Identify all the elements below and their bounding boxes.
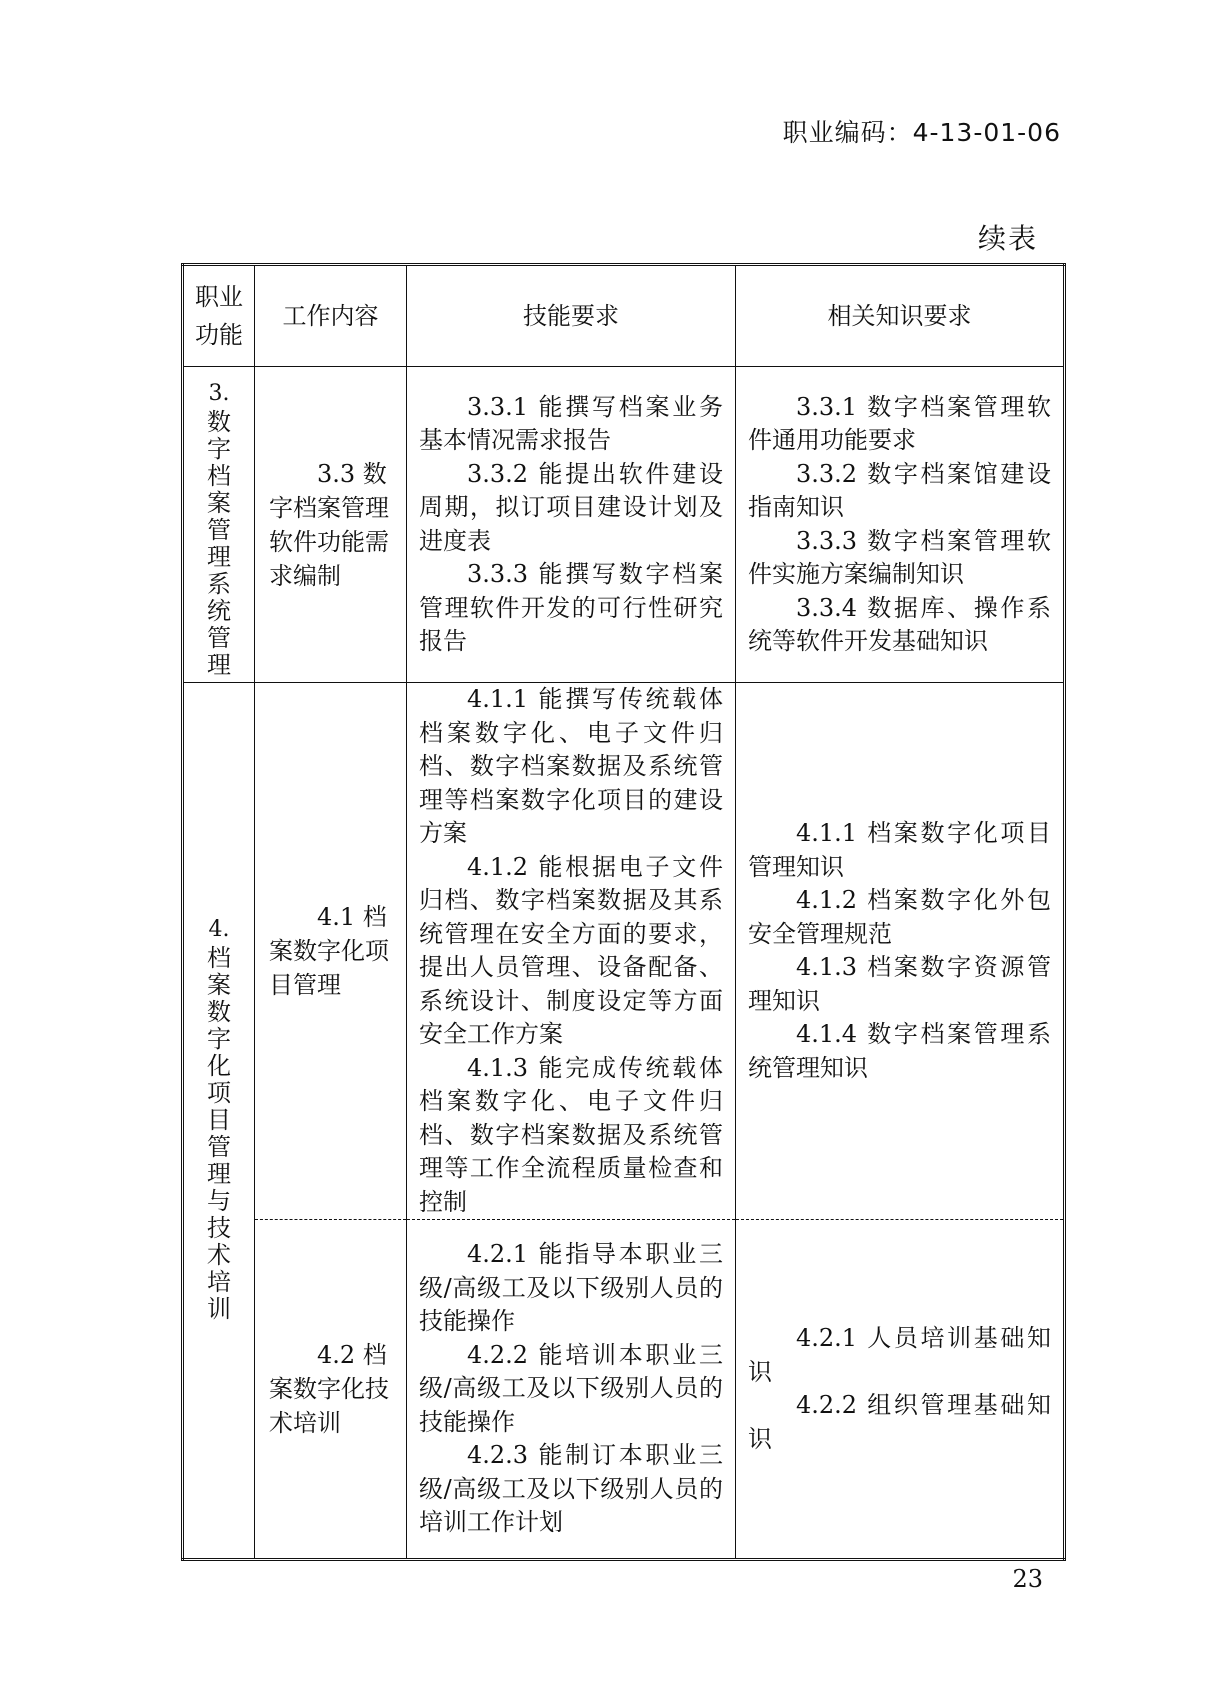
function-name: 档案数字化项目管理与技术培训 (207, 944, 231, 1323)
work-content-cell (255, 367, 407, 683)
table-row (183, 1220, 1065, 1560)
knowledge-item: 3.3.1 数字档案管理软件通用功能要求 (748, 392, 1051, 454)
knowledge-cell (736, 367, 1065, 683)
skill-item: 4.1.2 能根据电子文件归档、数字档案数据及其系统管理在安全方面的要求，提出人员管理、设备配备、系统设计、制度设定等方面安全工作方案 (419, 852, 723, 1048)
function-number: 3. (208, 381, 230, 406)
knowledge-item: 4.1.1 档案数字化项目管理知识 (748, 819, 1051, 881)
knowledge-item: 4.1.2 档案数字化外包安全管理规范 (748, 886, 1051, 948)
knowledge-item: 3.3.4 数据库、操作系统等软件开发基础知识 (748, 593, 1051, 655)
skill-item: 4.1.1 能撰写传统载体档案数字化、电子文件归档、数字档案数据及系统管理等档案数字化项目的建设方案 (419, 685, 723, 847)
work-content-text: 4.1 档案数字化项目管理 (269, 903, 389, 999)
skill-item: 4.1.3 能完成传统载体档案数字化、电子文件归档、数字档案数据及系统管理等工作全流程质量检查和控制 (419, 1053, 723, 1216)
skill-item: 3.3.3 能撰写数字档案管理软件开发的可行性研究报告 (419, 560, 723, 655)
work-content-text: 4.2 档案数字化技术培训 (269, 1341, 389, 1437)
skill-item: 4.2.3 能制订本职业三级/高级工及以下级别人员的培训工作计划 (419, 1441, 723, 1537)
knowledge-item: 3.3.3 数字档案管理软件实施方案编制知识 (748, 526, 1051, 588)
work-content-text: 3.3 数字档案管理软件功能需求编制 (269, 459, 389, 590)
knowledge-item: 4.1.4 数字档案管理系统管理知识 (748, 1020, 1051, 1082)
function-cell (183, 367, 255, 683)
occupation-code: 职业编码：4-13-01-06 (782, 118, 1061, 147)
table-row (183, 367, 1065, 683)
table-header-row (183, 265, 1065, 367)
header-knowledge-requirements: 相关知识要求 (736, 265, 1065, 367)
header-function: 职业功能 (183, 265, 255, 367)
skill-item: 4.2.2 能培训本职业三级/高级工及以下级别人员的技能操作 (419, 1340, 723, 1436)
continued-table-label: 续表 (977, 222, 1038, 255)
work-content-cell (255, 1220, 407, 1560)
function-name: 数字档案管理系统管理 (207, 408, 231, 679)
skills-cell (407, 1220, 736, 1560)
knowledge-item: 4.2.2 组织管理基础知识 (748, 1391, 1051, 1453)
knowledge-cell (736, 1220, 1065, 1560)
knowledge-cell (736, 683, 1065, 1220)
page-number: 23 (1012, 1565, 1043, 1593)
function-cell (183, 683, 255, 1560)
knowledge-item: 4.1.3 档案数字资源管理知识 (748, 953, 1051, 1015)
header-work-content: 工作内容 (255, 265, 407, 367)
occupation-standard-table (181, 263, 1066, 1561)
knowledge-item: 4.2.1 人员培训基础知识 (748, 1324, 1051, 1386)
skills-cell (407, 683, 736, 1220)
knowledge-item: 3.3.2 数字档案馆建设指南知识 (748, 459, 1051, 521)
skill-item: 4.2.1 能指导本职业三级/高级工及以下级别人员的技能操作 (419, 1240, 723, 1336)
function-number: 4. (208, 917, 230, 942)
skill-item: 3.3.1 能撰写档案业务基本情况需求报告 (419, 392, 723, 454)
skills-cell (407, 367, 736, 683)
skill-item: 3.3.2 能提出软件建设周期，拟订项目建设计划及进度表 (419, 459, 723, 555)
header-skill-requirements: 技能要求 (407, 265, 736, 367)
table-row (183, 683, 1065, 1220)
work-content-cell (255, 683, 407, 1220)
